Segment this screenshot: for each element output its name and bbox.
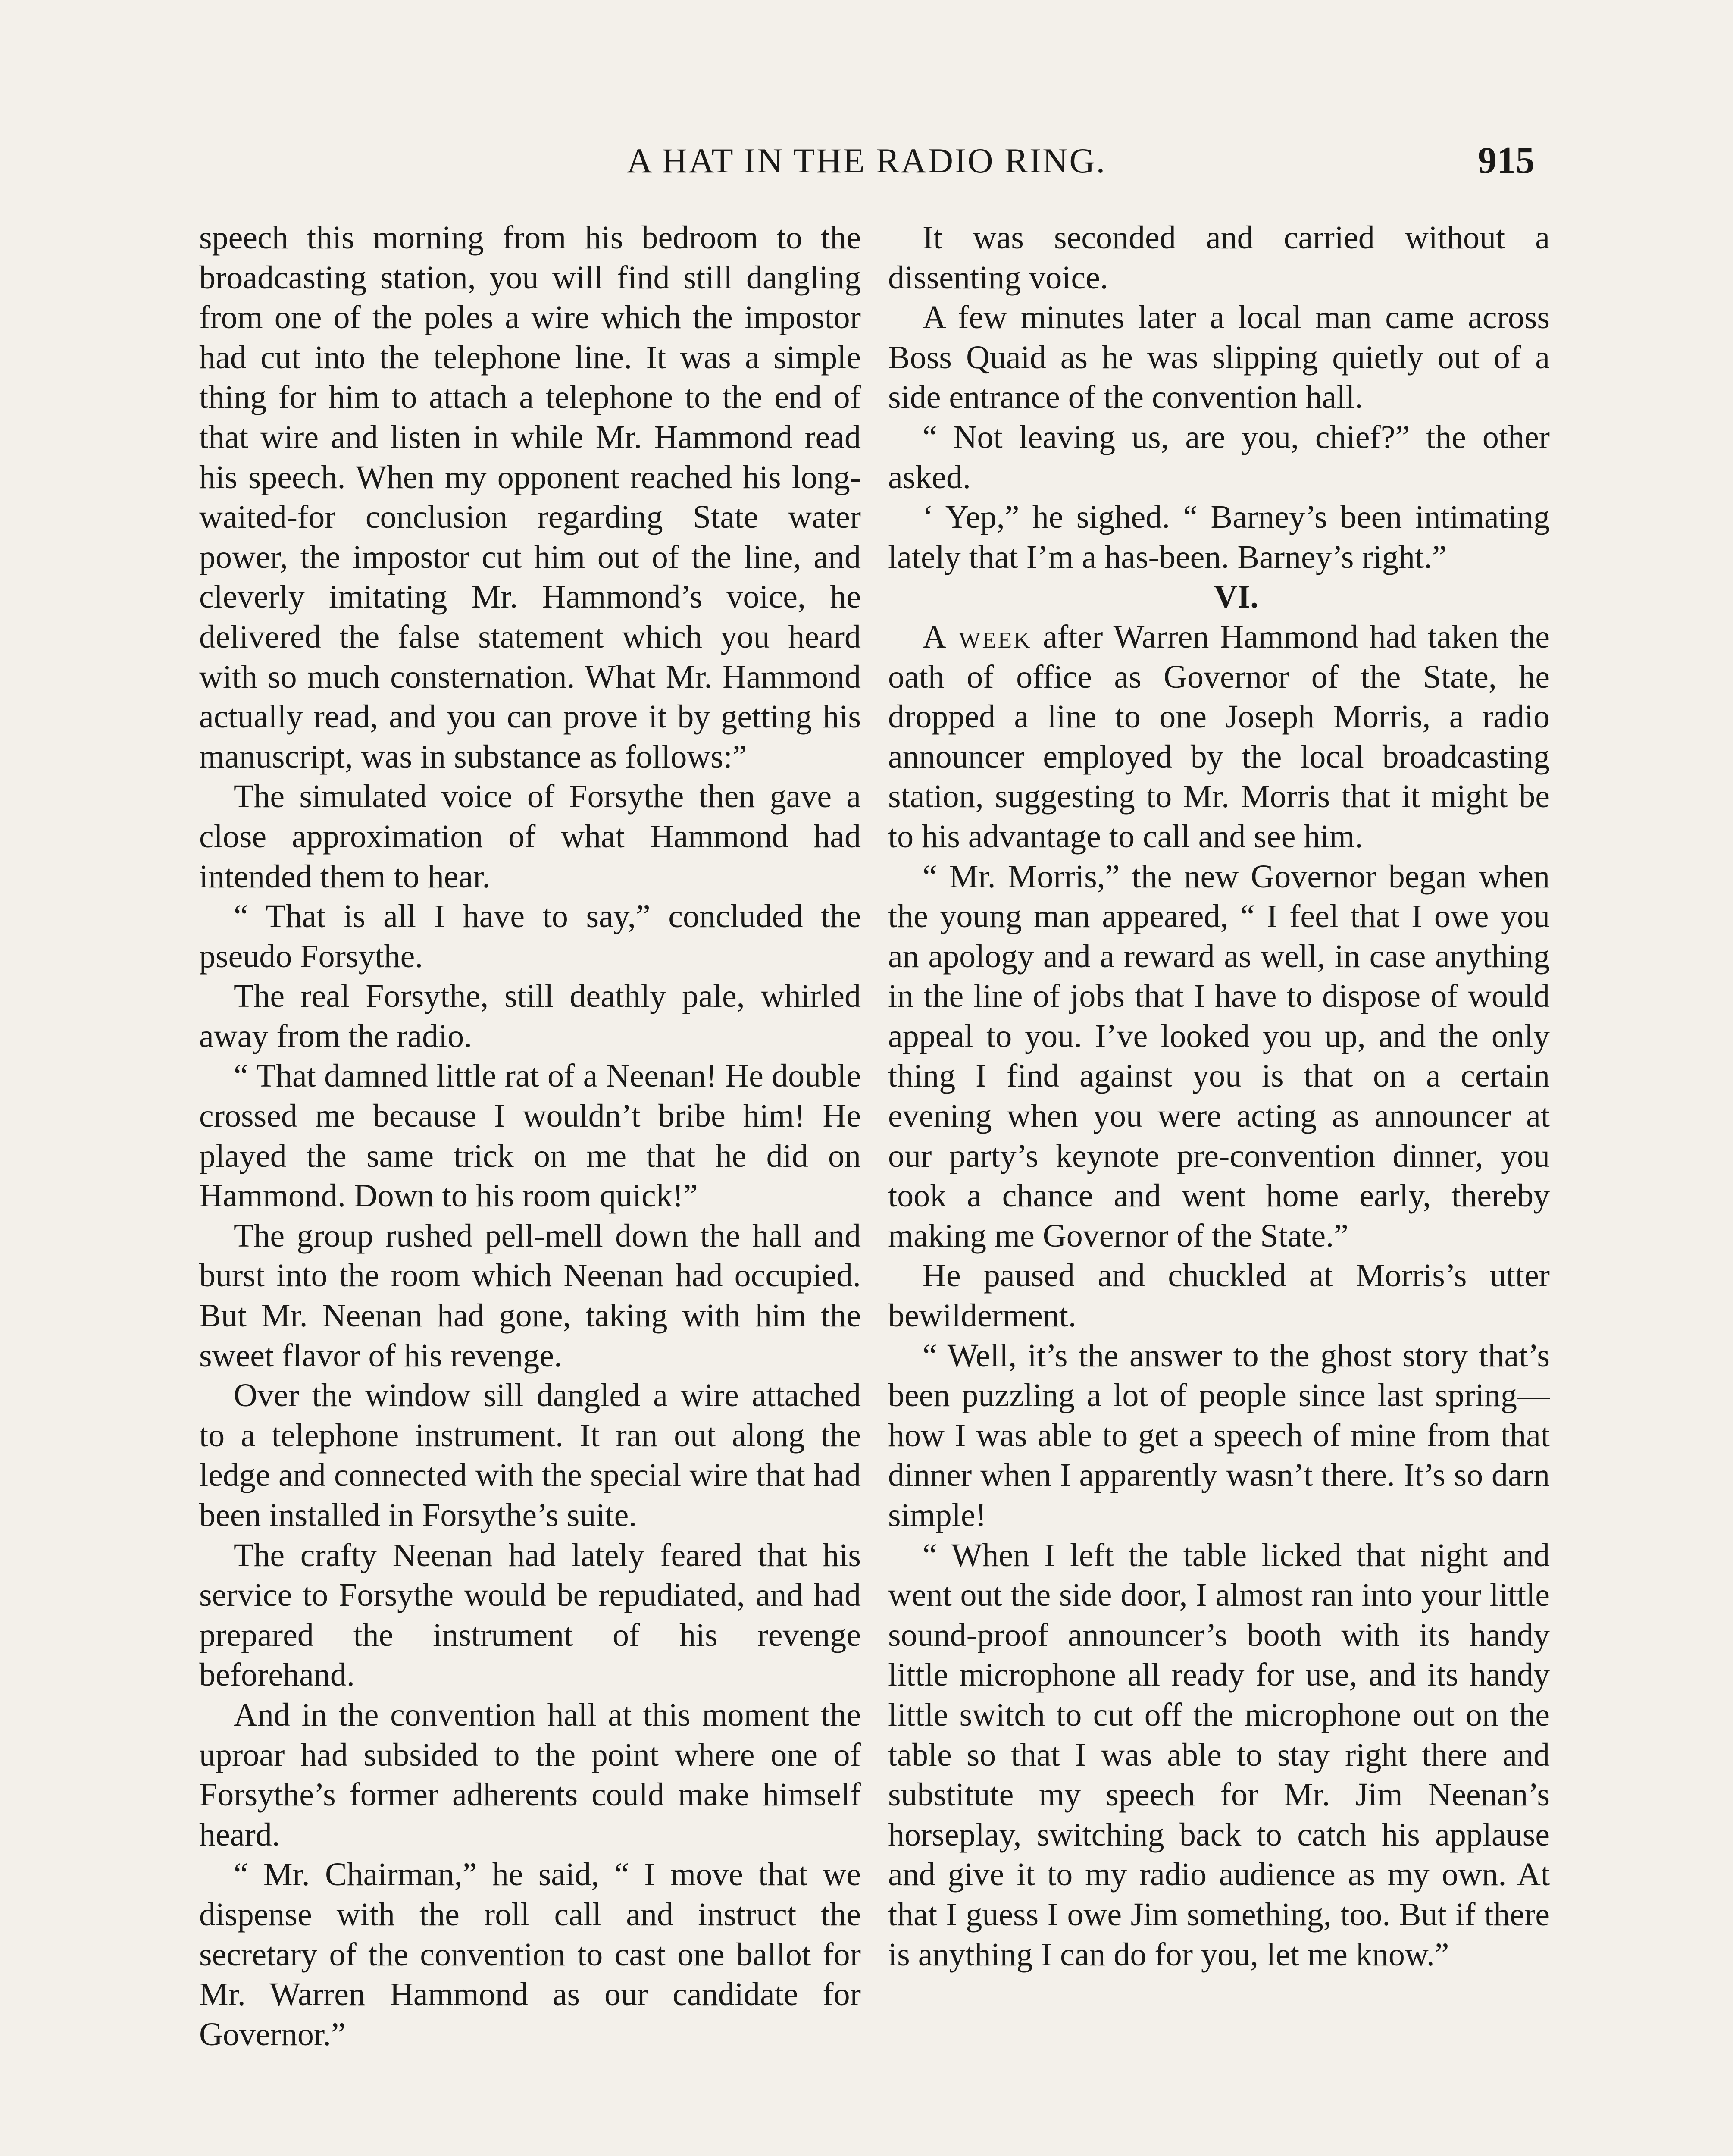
right-column: [888, 218, 1550, 1974]
page-number: 915: [1478, 140, 1535, 182]
section-opening-text: after Warren Hammond had taken the oath of office as Governor of the State, he dropped a line to one Joseph Morris, a radio announcer employed by the local broadcasting station, suggesting to Mr. Morris that it might be to his advantage to call and see him.: [888, 618, 1550, 855]
paragraph: “ That damned little rat of a Neenan! He double crossed me because I wouldn’t bribe him! He played the same trick on me that he did on Hammond. Down to his room quick!”: [199, 1058, 861, 1214]
paragraph: The crafty Neenan had lately feared that his service to Forsythe would be repudiated, and had prepared the instrument of his revenge beforehand.: [199, 1537, 861, 1693]
paragraph: “ Well, it’s the answer to the ghost story that’s been puzzling a lot of people since last spring—how I was able to get a speech of mine from that dinner when I apparently wasn’t there. It’s so darn simple!: [888, 1337, 1550, 1533]
section-heading: VI.: [1214, 579, 1259, 615]
left-column: [199, 218, 861, 2054]
paragraph: The simulated voice of Forsythe then gave a close approximation of what Hammond had intended them to hear.: [199, 778, 861, 895]
paragraph: “ When I left the table licked that night and went out the side door, I almost ran into your little sound-proof announcer’s booth with its handy little microphone all ready for use, and its handy little switch to cut off the microphone out on the table so that I was able to stay right there and substitute my speech for Mr. Jim Neenan’s horseplay, switching back to catch his applause and give it to my radio audience as my own. At that I guess I owe Jim something, too. But if there is anything I can do for you, let me know.”: [888, 1537, 1550, 1973]
running-title: A HAT IN THE RADIO RING.: [626, 141, 1107, 180]
paragraph: speech this morning from his bedroom to the broadcasting station, you will find still dangling from one of the poles a wire which the impostor had cut into the telephone line. It was a simple thing for him to attach a telephone to the end of that wire and listen in while Mr. Hammond read his speech. When my opponent reached his long-waited-for conclusion regarding State water power, the impostor cut him out of the line, and cleverly imitating Mr. Hammond’s voice, he delivered the false statement which you heard with so much consternation. What Mr. Hammond actually read, and you can prove it by getting his manuscript, was in substance as follows:”: [199, 219, 861, 775]
paragraph: “ Mr. Chairman,” he said, “ I move that we dispense with the roll call and instruct the secretary of the convention to cast one ballot for Mr. Warren Hammond as our candidate for Governor.”: [199, 1856, 861, 2053]
paragraph: ‘ Yep,” he sighed. “ Barney’s been intimating lately that I’m a has-been. Barney’s right.”: [888, 499, 1550, 575]
paragraph: He paused and chuckled at Morris’s utter bewilderment.: [888, 1257, 1550, 1334]
paragraph: And in the convention hall at this moment the uproar had subsided to the point where one of Forsythe’s former adherents could make himself heard.: [199, 1696, 861, 1853]
paragraph: “ Not leaving us, are you, chief?” the other asked.: [888, 419, 1550, 495]
section-opening-smallcaps: A week: [923, 618, 1032, 655]
page-header: [198, 137, 1535, 185]
paragraph: “ That is all I have to say,” concluded the pseudo Forsythe.: [199, 898, 861, 975]
paragraph: Over the window sill dangled a wire attached to a telephone instrument. It ran out along the ledge and connected with the special wire that had been installed in Forsythe’s suite.: [199, 1377, 861, 1533]
paragraph: A few minutes later a local man came across Boss Quaid as he was slipping quietly out of a side entrance of the convention hall.: [888, 299, 1550, 416]
section-opening-paragraph: [888, 617, 1550, 857]
paragraph: The group rushed pell-mell down the hall and burst into the room which Neenan had occupied. But Mr. Neenan had gone, taking with him the sweet flavor of his revenge.: [199, 1217, 861, 1374]
paragraph: “ Mr. Morris,” the new Governor began when the young man appeared, “ I feel that I owe you an apology and a reward as well, in case anything in the line of jobs that I have to dispose of would appeal to you. I’ve looked you up, and the only thing I find against you is that on a certain evening when you were acting as announcer at our party’s keynote pre-convention dinner, you took a chance and went home early, thereby making me Governor of the State.”: [888, 858, 1550, 1254]
paragraph: It was seconded and carried without a dissenting voice.: [888, 219, 1550, 296]
paragraph: The real Forsythe, still deathly pale, whirled away from the radio.: [199, 978, 861, 1054]
